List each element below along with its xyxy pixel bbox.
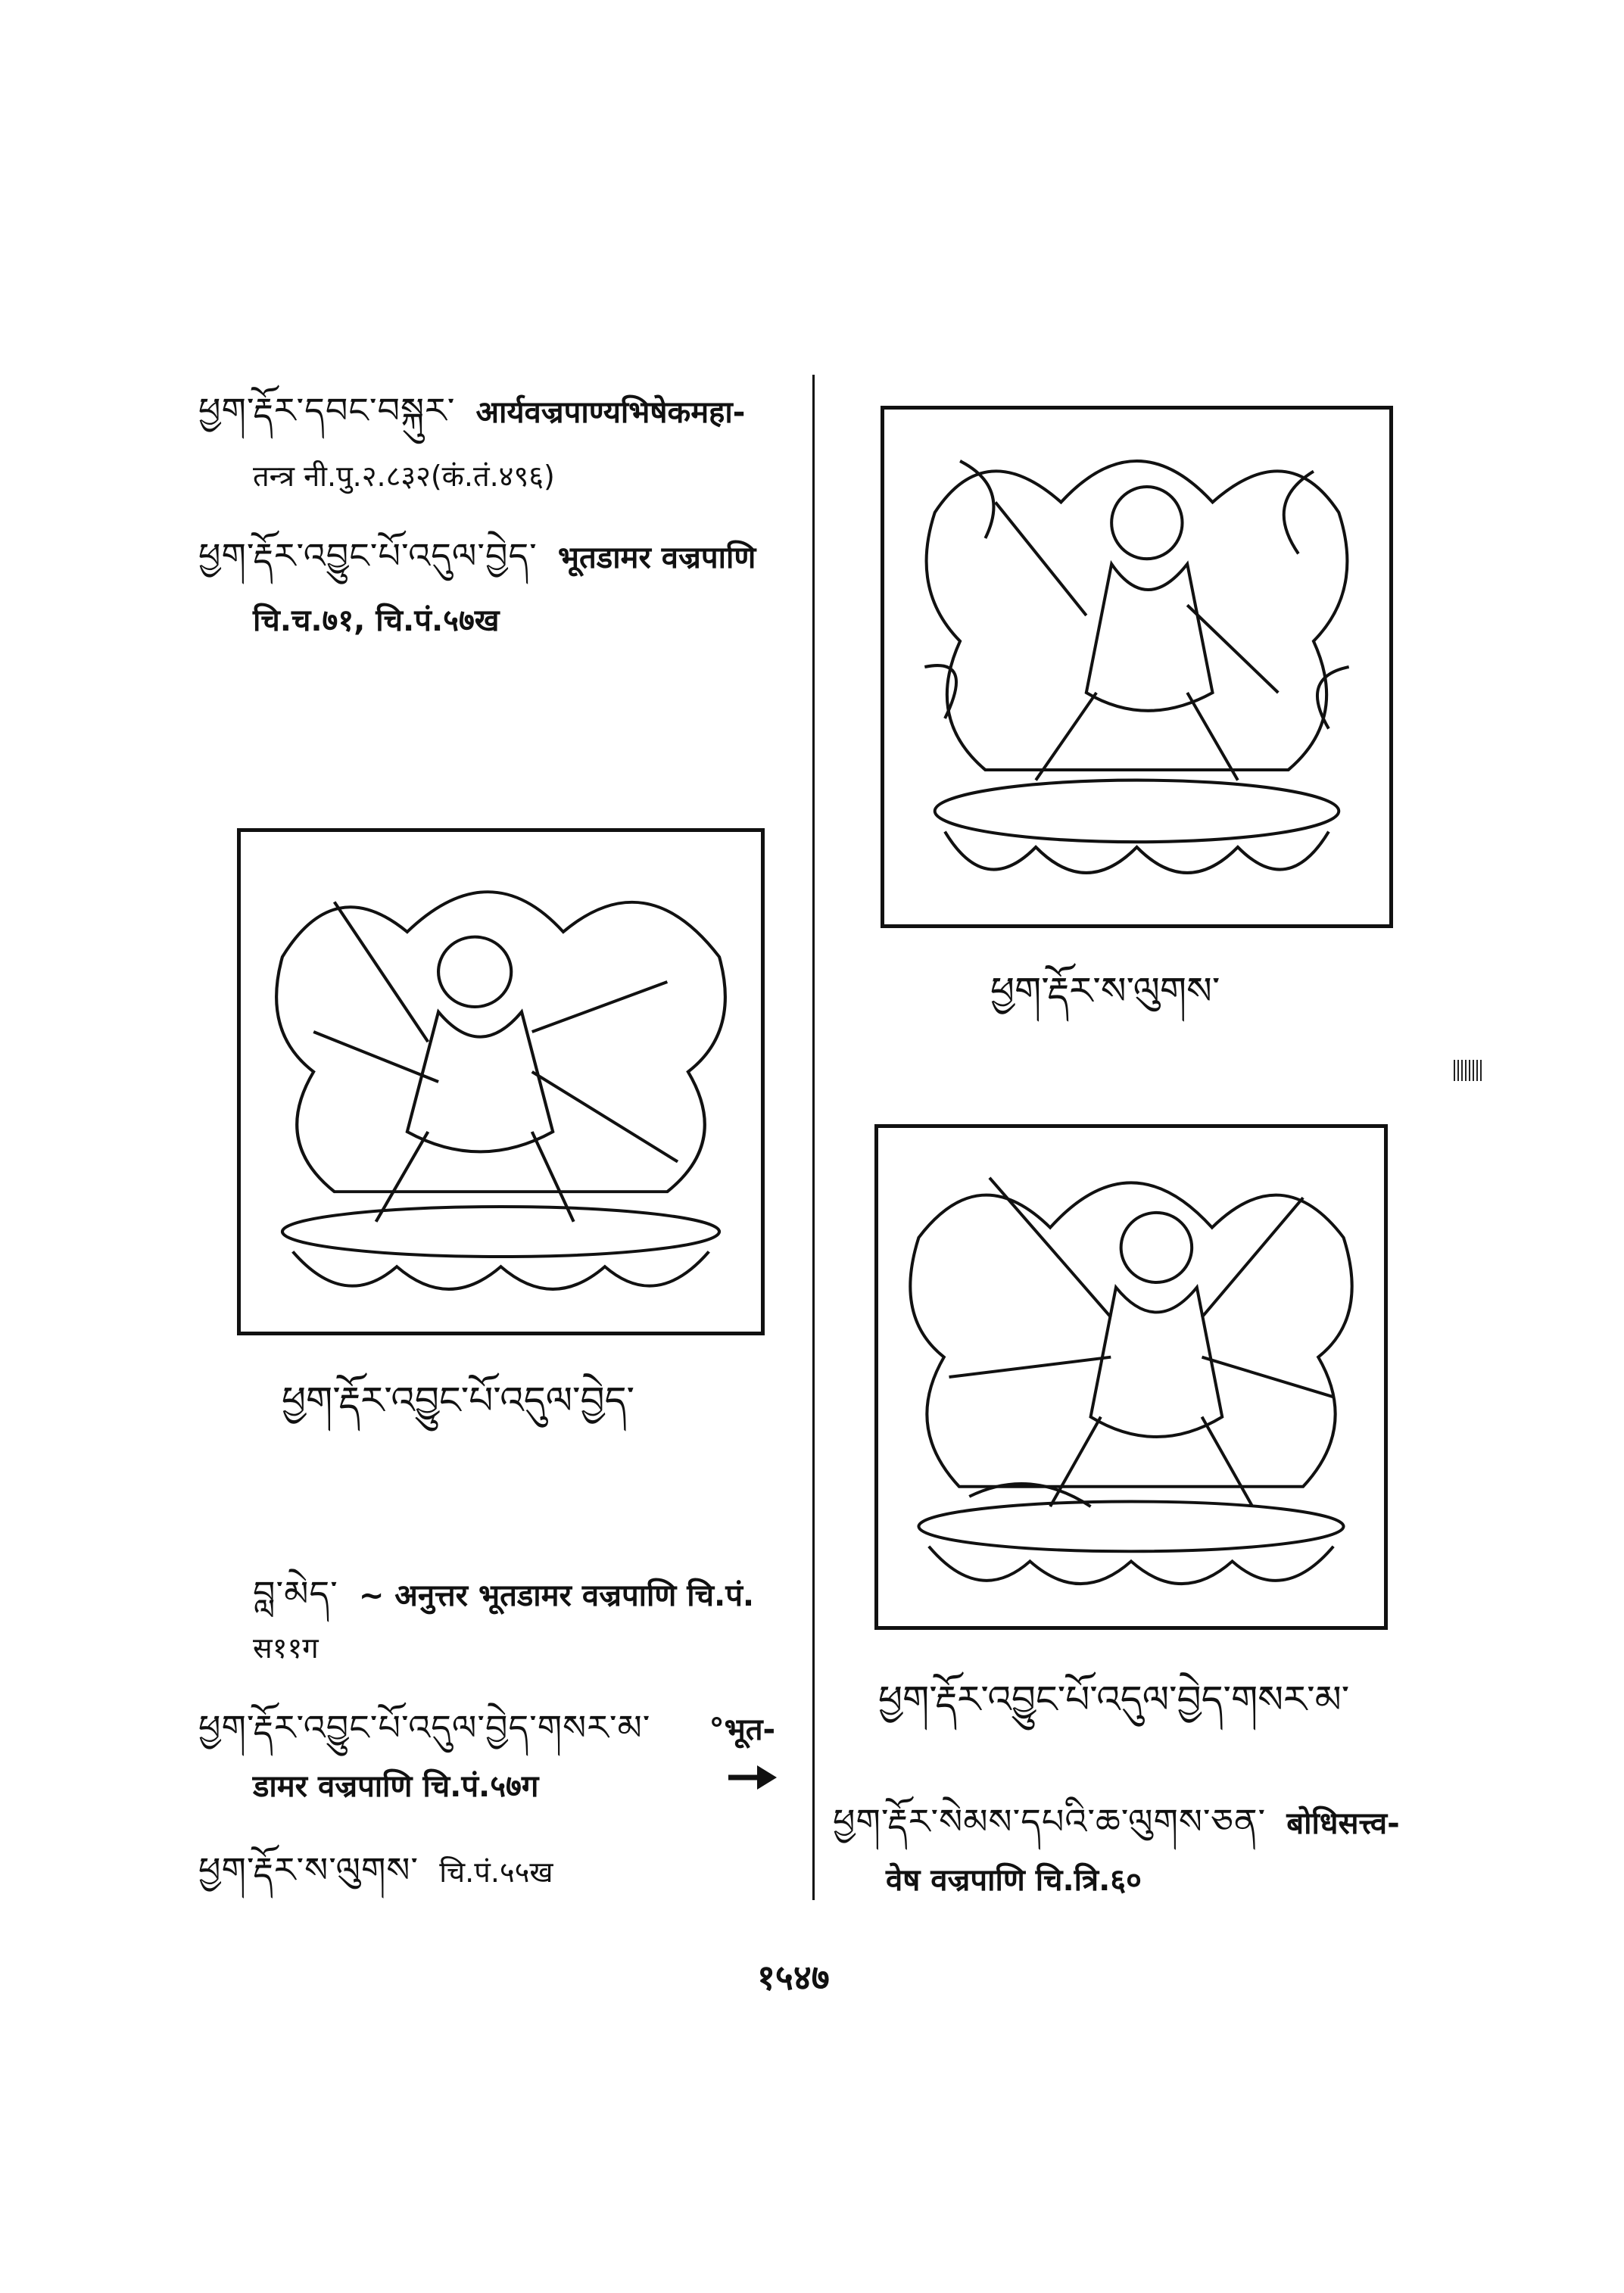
entry-2-ref: चि.च.७१, चि.पं.५७ख bbox=[253, 603, 500, 638]
entry-5-title bbox=[198, 1832, 553, 1930]
entry-5-tibetan: ཕྱག་རྡོར་ས་ལུགས་ bbox=[198, 1849, 419, 1890]
entry-6-sanskrit: बोधिसत्त्व- bbox=[1286, 1806, 1400, 1841]
entry-4-tibetan: ཕྱག་རྡོར་འབྱུང་པོ་འདུལ་བྱེད་གསར་མ་ bbox=[198, 1707, 651, 1748]
entry-2-tibetan: ཕྱག་རྡོར་འབྱུང་པོ་འདུལ་བྱེད་ bbox=[198, 535, 538, 576]
entry-5-ref: चि.पं.५५ख bbox=[439, 1855, 553, 1889]
caption-middle-left: ཕྱག་རྡོར་འབྱུང་པོ་འདུལ་བྱེད་ bbox=[282, 1379, 635, 1422]
entry-1-ref: तन्त्र नी.पु.२.८३२(कं.तं.४९६) bbox=[253, 460, 555, 493]
entry-4-sanskrit: °भूत- bbox=[709, 1712, 776, 1747]
entry-2-sanskrit: भूतडामर वज्रपाणि bbox=[557, 541, 756, 575]
deity-drawing-icon bbox=[241, 832, 761, 1332]
column-divider bbox=[812, 375, 815, 1900]
entry-3-ref: स११ग bbox=[253, 1631, 319, 1665]
caption-bottom-right: ཕྱག་རྡོར་འབྱུང་པོ་འདུལ་བྱེད་གསར་མ་ bbox=[878, 1678, 1350, 1721]
entry-1-sanskrit: आर्यवज्रपाण्यभिषेकमहा- bbox=[475, 395, 746, 430]
right-arrow-icon bbox=[727, 1762, 780, 1793]
deity-drawing-icon bbox=[878, 1128, 1384, 1626]
entry-1-tibetan: ཕྱག་རྡོར་དབང་བསྐུར་ bbox=[198, 390, 456, 431]
page-number: १५४७ bbox=[757, 1957, 830, 1998]
entry-6-tibetan: ཕྱག་རྡོར་སེམས་དཔའི་ཆ་ལུགས་ཅན་ bbox=[833, 1801, 1267, 1842]
illustration-vajrapani-salugs bbox=[881, 406, 1393, 928]
scan-marks bbox=[1454, 1060, 1484, 1081]
entry-6-ref: वेष वज्रपाणि चि.त्रि.६० bbox=[886, 1863, 1142, 1898]
entry-4-ref: डामर वज्रपाणि चि.पं.५७ग bbox=[253, 1769, 539, 1804]
entry-3-title bbox=[253, 1556, 754, 1653]
illustration-vajrapani-bhutadamara-new bbox=[874, 1124, 1388, 1630]
entry-3-sanskrit: ~ अनुत्तर भूतडामर वज्रपाणि चि.पं. bbox=[358, 1578, 755, 1613]
entry-3-tibetan: བླ་མེད་ bbox=[253, 1573, 338, 1614]
illustration-vajrapani-bhutadamara bbox=[237, 828, 765, 1335]
deity-drawing-icon bbox=[884, 410, 1389, 924]
caption-top-right: ཕྱག་རྡོར་ས་ལུགས་ bbox=[990, 969, 1220, 1013]
